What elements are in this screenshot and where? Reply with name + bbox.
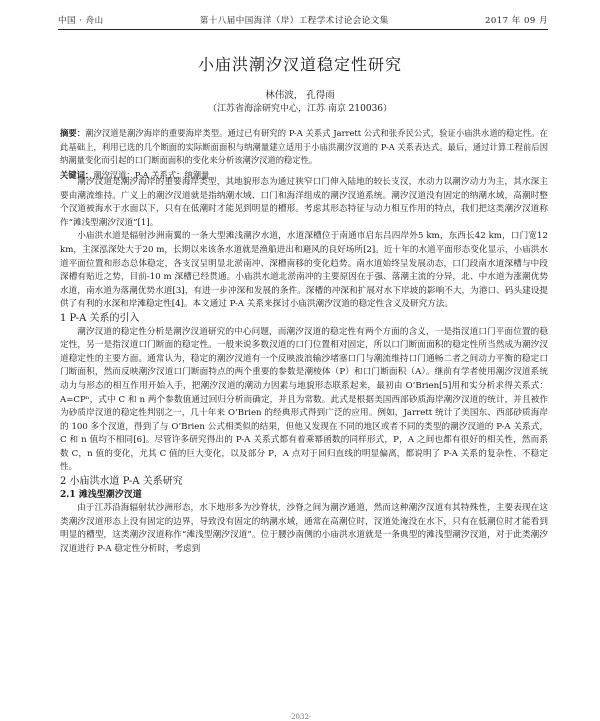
paper-authors: 林伟波， 孔得雨 [265, 90, 335, 101]
abstract-text: 潮汐汊道是潮汐海岸的重要海岸类型。通过已有研究的 P-A 关系式 Jarrett 公式和张乔民公式，验证小庙洪水道的稳定性。在此基础上，利用已选的几个断面的实际断面面积与纳潮量建立适用于小庙洪潮汐汊道的 P-A 关系表达式。最后，通过计算工程前后因纳潮量变化而引起的口门断面面积的变化来分析该潮汐汊道的稳定性。 [60, 128, 548, 165]
page-number: ·2032· [288, 713, 312, 721]
intro-paragraph-1: 潮汐汊道是潮汐海岸的重要海岸类型，其地貌形态为通过狭窄口门伸入陆地的较长支汊，水动力以潮汐动力为主，其水深主要由潮流维持。广义上的潮汐汊道就是指纳潮水域、口门和海洋组成的潮汐汊道系统。潮汐汊道没有固定的纳潮水域，高潮时整个汊道被海水于水面以下，只有在低潮时才能见到明显的槽形。考虑其形态特征与动力相互作用的特点，我们把这类潮汐汊道称作“滩浅型潮汐汊道”[1]。 [60, 177, 548, 228]
intro-paragraph-2: 小庙洪水道是辐射沙洲南翼的一条大型滩浅潮汐水道，水道深槽位于南通市启东吕四岸外5 km，东西长42 km，口门宽12 km，主深泓深处大于20 m，长期以来该条水道就是渔船进出和避风的良好场所[2]。近十年的水道平面形态变化显示，小庙洪水道平面位置和形态总体稳定，各支汊呈明显北淤南冲、深槽南移的变化趋势。南水道始终呈发展动态，口门段南水道深槽与中段深槽有贴近之势，目前-10 m 深槽已经贯通。小庙洪水道北淤南冲的主要原因在于强、落潮主流的分异，北、中水道为涨潮优势水道，南水道为落潮优势水道[3]，有进一步冲深和发展的条件。深槽的冲深和扩展对水下岸坡的影响不大，为港口、码头建设提供了有利的水深和岸滩稳定性[4]。本文通过 P-A 关系来探讨小庙洪潮汐汊道的稳定性含义及研究方法。 [60, 231, 548, 310]
running-header [58, 12, 548, 28]
paper-body [60, 176, 548, 557]
abstract [60, 127, 548, 182]
paper-title: 小庙洪潮汐汊道稳定性研究 [197, 55, 402, 74]
header-date: 2017 年 09 月 [484, 16, 548, 26]
section-1-paragraph: 潮汐汊道的稳定性分析是潮汐汊道研究的中心问题，而潮汐汊道的稳定性有两个方面的含义，一是指汊道口门平面位置的稳定性，另一是指汊道口门断面的稳定性。一般来说多数汊道的口门位置相对固定，所以口门断面面积的稳定性所当然成为潮汐汊道稳定性的主要方面。通常认为，稳定的潮汐汊道有一个反映波浪输沙堵塞口门与潮流维持口门通畅二者之间动力平衡的稳定口门断面积，然而反映潮汐汊道口门断面特点的两个重要的参数是潮棱体（P）和口门断面积（A）。继前有学者使用潮汐汊道系统动力与形态的相互作用开始入手，把潮汐汊道的潮动力因素与地貌形态联系起来，最初由 O’Brien[5]用和实分析求得关系式：A=CPⁿ，式中 C 和 n 两个参数值通过回归分析而确定，并且为常数。此式是根据美国西部砂质海岸潮汐汊道的统计，并且被作为砂质岸汊道的稳定性判别之一，几十年来 O’Brien 的经典形式得到广泛的应用。例如，Jarrett 统计了美国东、西部砂质海岸的 100 多个汊道，得到了与 O’Brien 公式相类似的结果，但他又发现在不同的地区或者不同的类型的潮汐汊道的 P-A 关系式，C 和 n 值均不相同[6]。尽管许多研究得出的 P-A 关系式都有着乘幂函数的同样形式，P，A 之间也都有很好的相关性，然而系数 C，n 值的变化，尤其 C 值的巨大变化，以及部分 P，A 点对于回归直线的明显偏离，都说明了 P-A 关系的复杂性、不稳定性。 [60, 326, 548, 473]
section-2-heading: 2 小庙洪水道 P-A 关系研究 [60, 476, 183, 488]
section-2-1-heading: 2.1 滩浅型潮汐汊道 [60, 489, 142, 500]
keywords-label: 关键词： [60, 169, 94, 180]
paper-affiliation: （江苏省海涂研究中心，江苏 南京 210036） [207, 104, 393, 114]
keywords-text: 潮汐汊道；P-A 关系式；纳潮量 [93, 169, 210, 180]
abstract-label: 摘要： [60, 128, 86, 138]
section-2-1-paragraph: 由于江苏沿海辐射状沙洲形态，水下地形多为沙脊状，沙脊之间为潮汐通道，然而这种潮汐汊道有其特殊性，主要表现在这类潮汐汊道形态上没有固定的边界，导致没有固定的纳潮水域，通常在高潮位时，汊道处淹没在水下，只有在低潮位时才能看到明显的槽型，这类潮汐汊道称作“滩浅型潮汐汊道”。位于腰沙南侧的小庙洪水道就是一条典型的滩浅型潮汐汊道，对于此类潮汐汊道进行 P-A 稳定性分析时，考虑到 [60, 503, 548, 555]
header-location: 中国 · 舟山 [58, 16, 104, 26]
section-1-heading: 1 P-A 关系的引入 [60, 312, 140, 324]
header-rule [58, 29, 548, 30]
header-proceedings: 第十八届中国海洋（岸）工程学术讨论会论文集 [199, 16, 389, 26]
